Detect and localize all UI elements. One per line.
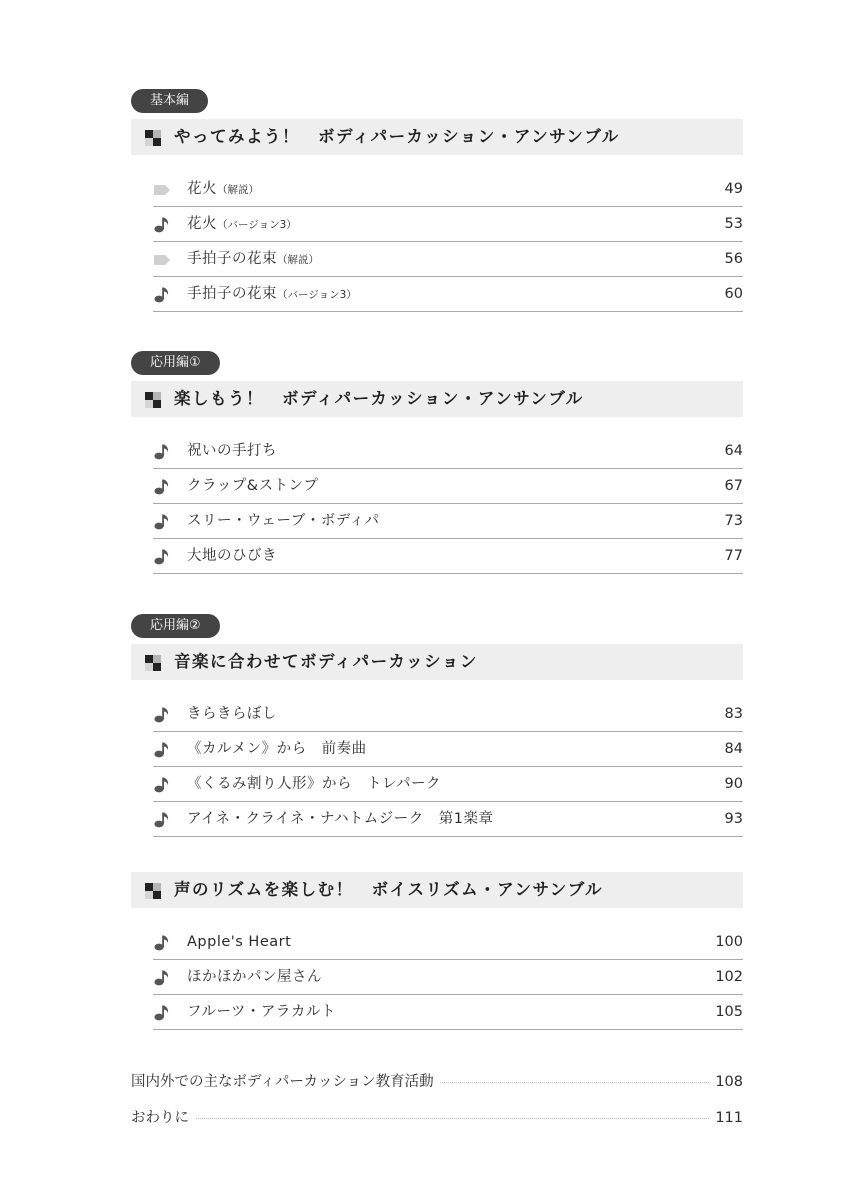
- item-title: 手拍子の花束: [187, 286, 277, 302]
- tail-page-number: 111: [709, 1106, 743, 1130]
- music-note-icon: [153, 548, 171, 566]
- item-page-number: 100: [715, 934, 743, 950]
- music-note-icon: [153, 969, 171, 987]
- section-title-bar: [131, 872, 743, 908]
- music-note-icon: [153, 706, 171, 724]
- list-item[interactable]: [153, 960, 743, 995]
- tag-icon: [153, 251, 171, 269]
- item-note: （バージョン3）: [217, 219, 297, 231]
- item-page-number: 93: [724, 811, 743, 827]
- item-page-number: 56: [724, 251, 743, 267]
- item-label: きらきらぼし: [187, 706, 277, 722]
- item-page-number: 60: [724, 286, 743, 302]
- music-note-icon: [153, 443, 171, 461]
- music-note-icon: [153, 478, 171, 496]
- item-label: [187, 172, 259, 207]
- toc-entry-activities[interactable]: [131, 1070, 743, 1094]
- section-title: 声のリズムを楽しむ！ ボイスリズム・アンサンブル: [174, 880, 604, 899]
- item-page-number: 90: [724, 776, 743, 792]
- music-note-icon: [153, 776, 171, 794]
- list-item[interactable]: [153, 504, 743, 539]
- checker-icon: [145, 392, 161, 408]
- item-page-number: 49: [724, 181, 743, 197]
- music-note-icon: [153, 741, 171, 759]
- item-label: 祝いの手打ち: [187, 443, 277, 459]
- item-label: ほかほかパン屋さん: [187, 969, 322, 985]
- item-label: Apple's Heart: [187, 934, 292, 950]
- list-item[interactable]: [153, 434, 743, 469]
- list-item[interactable]: [153, 697, 743, 732]
- music-note-icon: [153, 1004, 171, 1022]
- item-list: [153, 434, 743, 574]
- item-title: 花火: [187, 181, 217, 197]
- tail-label: 国内外での主なボディパーカッション教育活動: [131, 1070, 440, 1094]
- item-label: [187, 277, 357, 312]
- list-item[interactable]: [153, 539, 743, 574]
- list-item[interactable]: [153, 925, 743, 960]
- music-note-icon: [153, 934, 171, 952]
- section-badge: 応用編②: [131, 614, 220, 638]
- item-label: 大地のひびき: [187, 548, 277, 564]
- music-note-icon: [153, 513, 171, 531]
- list-item[interactable]: [153, 802, 743, 837]
- section-badge: 応用編①: [131, 351, 220, 375]
- item-label: クラップ&ストンプ: [187, 478, 319, 494]
- item-page-number: 53: [724, 216, 743, 232]
- item-label: スリー・ウェーブ・ボディパ: [187, 513, 380, 529]
- checker-icon: [145, 655, 161, 671]
- item-page-number: 84: [724, 741, 743, 757]
- music-note-icon: [153, 811, 171, 829]
- list-item[interactable]: [153, 767, 743, 802]
- list-item[interactable]: [153, 277, 743, 312]
- item-note: （解説）: [217, 184, 259, 196]
- list-item[interactable]: [153, 995, 743, 1030]
- item-page-number: 102: [715, 969, 743, 985]
- item-label: フルーツ・アラカルト: [187, 1004, 336, 1020]
- section-title: やってみよう！ ボディパーカッション・アンサンブル: [174, 127, 620, 146]
- item-page-number: 105: [715, 1004, 743, 1020]
- item-title: 手拍子の花束: [187, 251, 277, 267]
- item-label: アイネ・クライネ・ナハトムジーク 第1楽章: [187, 811, 494, 827]
- item-title: 花火: [187, 216, 217, 232]
- item-page-number: 64: [724, 443, 743, 459]
- tail-label: おわりに: [131, 1106, 195, 1130]
- checker-icon: [145, 130, 161, 146]
- item-note: （解説）: [277, 254, 319, 266]
- item-label: 《くるみ割り人形》から トレパーク: [187, 776, 441, 792]
- section-title-bar: [131, 119, 743, 155]
- section-badge: 基本編: [131, 89, 208, 113]
- list-item[interactable]: [153, 732, 743, 767]
- list-item[interactable]: [153, 207, 743, 242]
- toc-entry-afterword[interactable]: [131, 1106, 743, 1130]
- music-note-icon: [153, 216, 171, 234]
- item-page-number: 83: [724, 706, 743, 722]
- list-item[interactable]: [153, 242, 743, 277]
- dotted-leader: [131, 1118, 743, 1119]
- item-list: [153, 172, 743, 312]
- music-note-icon: [153, 286, 171, 304]
- section-title-bar: [131, 644, 743, 680]
- item-label: [187, 207, 297, 242]
- item-page-number: 77: [724, 548, 743, 564]
- tag-icon: [153, 181, 171, 199]
- list-item[interactable]: [153, 172, 743, 207]
- list-item[interactable]: [153, 469, 743, 504]
- section-title-bar: [131, 381, 743, 417]
- item-page-number: 73: [724, 513, 743, 529]
- section-title: 楽しもう！ ボディパーカッション・アンサンブル: [174, 389, 584, 408]
- item-page-number: 67: [724, 478, 743, 494]
- item-label: [187, 242, 319, 277]
- section-title: 音楽に合わせてボディパーカッション: [174, 652, 478, 671]
- item-list: [153, 925, 743, 1030]
- checker-icon: [145, 883, 161, 899]
- item-list: [153, 697, 743, 837]
- tail-page-number: 108: [709, 1070, 743, 1094]
- item-label: 《カルメン》から 前奏曲: [187, 741, 367, 757]
- item-note: （バージョン3）: [277, 289, 357, 301]
